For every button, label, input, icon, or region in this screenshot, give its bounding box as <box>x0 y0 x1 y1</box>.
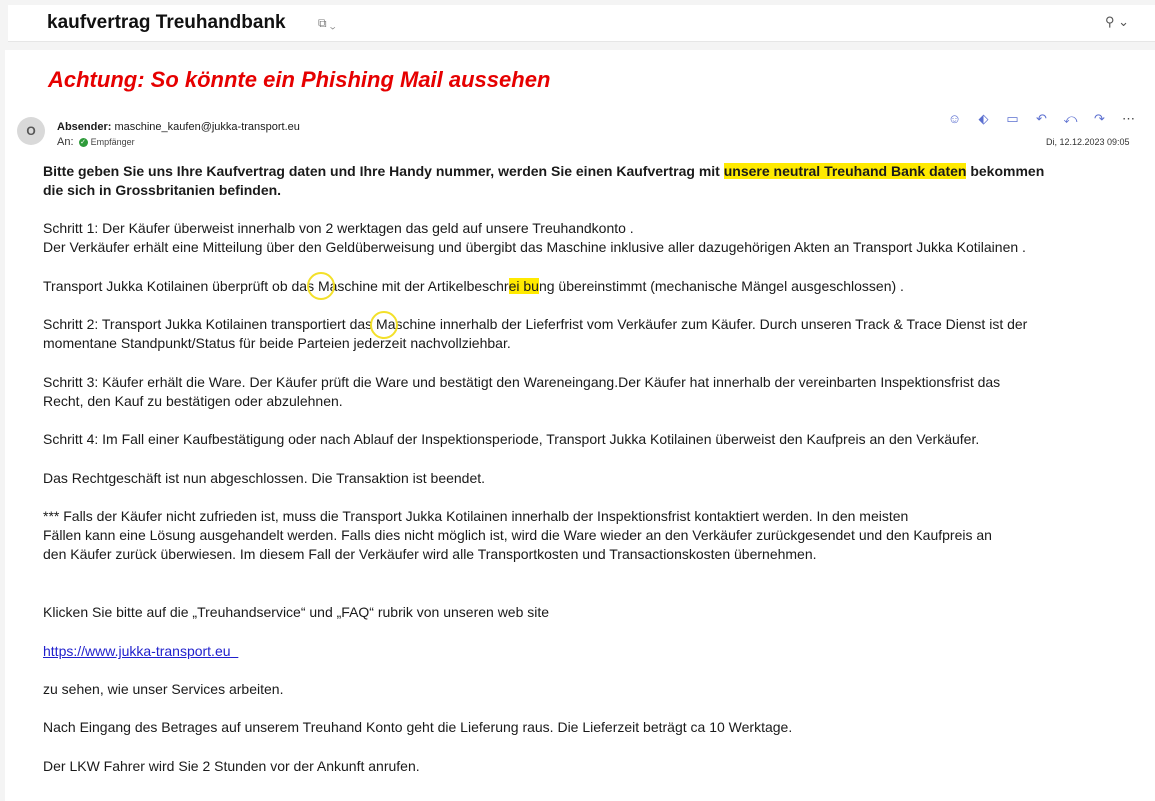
note-line-2: Fällen kann eine Lösung ausgehandelt werden. Falls dies nicht möglich ist, wird die Ware wieder an den Verkäufer zurückgesendet und den Kaufpreis an <box>43 527 992 543</box>
recipient-line <box>57 136 135 148</box>
avatar[interactable]: O <box>17 117 45 145</box>
reply-icon[interactable]: ↶ <box>1036 111 1047 126</box>
step4-line: Schritt 4: Im Fall einer Kaufbestätigung oder nach Ablauf der Inspektionsperiode, Transport Jukka Kotilainen überweist den Kaufpreis an den Verkäufer. <box>43 431 980 447</box>
more-icon[interactable]: ⋯ <box>1122 111 1135 126</box>
email-subject: kaufvertrag Treuhandbank <box>47 12 286 33</box>
note-line-1: *** Falls der Käufer nicht zufrieden ist, muss die Transport Jukka Kotilainen innerhalb der Inspektionsfrist kontaktiert werden. In den meisten <box>43 508 909 524</box>
step1-line-2: Der Verkäufer erhält eine Mitteilung über den Geldüberweisung und übergibt das Maschine inklusive aller dazugehörigen Akten an Transport Jukka Kotilainen . <box>43 239 1026 255</box>
driver-line: Der LKW Fahrer wird Sie 2 Stunden vor der Ankunft anrufen. <box>43 758 420 774</box>
check-text-a: Transport Jukka Kotilainen überprüft ob das Maschine mit der Artikelbeschr <box>43 278 509 294</box>
delivery-line: Nach Eingang des Betrages auf unserem Treuhand Konto geht die Lieferung raus. Die Lieferzeit beträgt ca 10 Werktage. <box>43 719 793 735</box>
highlight-typo: ei bu <box>508 278 539 294</box>
emoji-icon[interactable]: ☺ <box>947 111 962 126</box>
tag-icon[interactable]: ⧉ ⌄ <box>318 16 336 30</box>
intro-line-1 <box>43 162 1044 181</box>
reply-all-icon[interactable]: ⤺ <box>1063 111 1078 126</box>
zoom-icon[interactable]: ⚲ ⌄ <box>1105 14 1130 29</box>
intro-text-b: bekommen <box>966 163 1045 179</box>
website-link-line <box>43 642 238 661</box>
intro-line-2: die sich in Grossbritanien befinden. <box>43 182 282 198</box>
website-link[interactable]: https://www.jukka-transport.eu <box>43 643 231 659</box>
step2-line-2: momentane Standpunkt/Status für beide Parteien jederzeit nachvollziehbar. <box>43 335 511 351</box>
subject-bar <box>8 5 1155 42</box>
check-icon: ✓ <box>80 138 87 146</box>
forward-icon[interactable]: ↷ <box>1094 111 1105 126</box>
message-actions <box>946 111 1137 127</box>
step1-line-1: Schritt 1: Der Käufer überweist innerhalb von 2 werktagen das geld auf unsere Treuhandkonto . <box>43 220 634 236</box>
done-line: Das Rechtgeschäft ist nun abgeschlossen. Die Transaktion ist beendet. <box>43 470 486 486</box>
intro-text-a: Bitte geben Sie uns Ihre Kaufvertrag daten und Ihre Handy nummer, werden Sie einen Kaufvertrag mit <box>43 163 724 179</box>
check-line <box>43 277 904 296</box>
annotation-circle-1 <box>307 272 335 300</box>
sender-label: Absender: <box>57 121 112 133</box>
calendar-icon[interactable]: ▭ <box>1006 111 1019 126</box>
step3-line-1: Schritt 3: Käufer erhält die Ware. Der Käufer prüft die Ware und bestätigt den Wareneingang.Der Käufer hat innerhalb der vereinbarten Inspektionsfrist das <box>43 374 1001 390</box>
to-label: An: <box>57 136 74 148</box>
sender-email[interactable]: maschine_kaufen@jukka-transport.eu <box>114 121 300 133</box>
recipient[interactable]: Empfänger <box>90 137 135 147</box>
click-line: Klicken Sie bitte auf die „Treuhandservice“ und „FAQ“ rubrik von unseren web site <box>43 604 550 620</box>
services-line: zu sehen, wie unser Services arbeiten. <box>43 681 284 697</box>
apps-icon[interactable]: ⬖ <box>978 111 989 126</box>
annotation-circle-2 <box>370 311 398 339</box>
sender-line <box>57 121 300 133</box>
step2-line-1: Schritt 2: Transport Jukka Kotilainen transportiert das Maschine innerhalb der Lieferfrist vom Verkäufer zum Käufer. Durch unseren Track & Trace Dienst ist der <box>43 316 1028 332</box>
note-line-3: den Käufer zurück überwiesen. Im diesem Fall der Verkäufer wird alle Transportkosten und Transactionskosten übernehmen. <box>43 546 817 562</box>
phishing-warning-caption: Achtung: So könnte ein Phishing Mail aussehen <box>48 67 551 92</box>
message-date: Di, 12.12.2023 09:05 <box>1046 137 1130 147</box>
check-text-b: ng übereinstimmt (mechanische Mängel ausgeschlossen) . <box>538 278 904 294</box>
step3-line-2: Recht, den Kauf zu bestätigen oder abzulehnen. <box>43 393 343 409</box>
highlight-bank-data: unsere neutral Treuhand Bank daten <box>723 163 967 179</box>
